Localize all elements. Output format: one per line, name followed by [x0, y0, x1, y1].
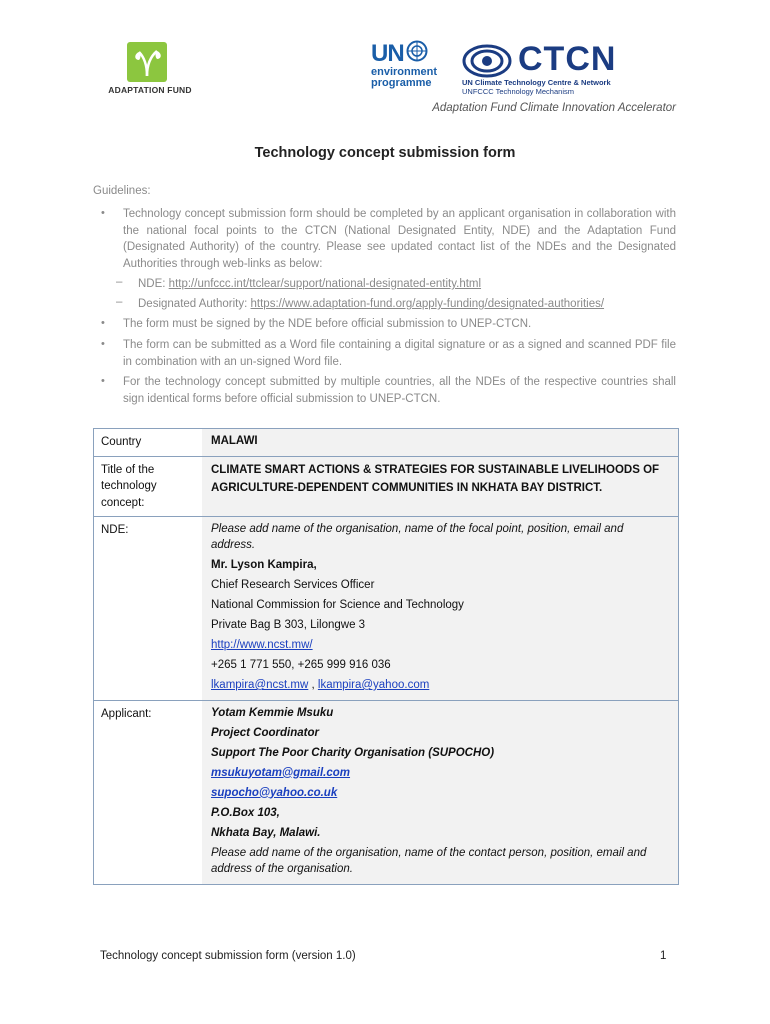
title-label: Title of the technology concept: [101, 463, 157, 509]
applicant-organisation: Support The Poor Charity Organisation (SUPOCHO) [211, 746, 495, 759]
unep-logo [371, 40, 453, 100]
guideline-subitem-nde [138, 276, 678, 293]
unep-logo-line1: environment [371, 66, 438, 78]
adaptation-fund-logo-text: ADAPTATION FUND [108, 85, 192, 95]
ctcn-logo [460, 42, 675, 98]
leaf-icon [127, 42, 167, 82]
applicant-email-link-2[interactable]: supocho@yahoo.co.uk [211, 786, 338, 799]
nde-prefix: NDE: [138, 278, 169, 290]
accelerator-subtitle: Adaptation Fund Climate Innovation Accelerator [432, 102, 676, 114]
email-separator: , [308, 679, 318, 691]
table-row-nde [94, 516, 678, 700]
adaptation-fund-logo [95, 42, 205, 100]
bullet-icon: • [101, 317, 105, 329]
guideline-item: For the technology concept submitted by multiple countries, all the NDEs of the respective countries shall sign identical forms before official submission to UNEP-CTCN. [123, 376, 676, 405]
nde-email-link-2[interactable]: lkampira@yahoo.com [317, 679, 430, 691]
footer-text: Technology concept submission form (version 1.0) [100, 950, 356, 962]
nde-organisation: National Commission for Science and Technology [211, 599, 464, 611]
country-label: Country [101, 436, 142, 448]
nde-email-link[interactable]: lkampira@ncst.mw [211, 679, 309, 691]
table-row-applicant [94, 700, 678, 884]
applicant-instruction: Please add name of the organisation, name of the contact person, position, email and address of the organisation. [211, 846, 647, 875]
guideline-item: Technology concept submission form should be completed by an applicant organisation in collaboration with the national focal points to the CTCN (National Designated Entity, NDE) and the Adaptation Fund (Designated Authority) of the country. Please see updated contact list of the NDEs and the Designated Authorities through web-links as below: [123, 208, 676, 270]
applicant-po-box: P.O.Box 103, [211, 806, 280, 819]
ctcn-logo-name: CTCN [518, 40, 617, 78]
ctcn-logo-line1: UN Climate Technology Centre & Network [462, 78, 611, 87]
nde-website-link[interactable]: http://www.ncst.mw/ [211, 639, 313, 651]
guidelines-heading: Guidelines: [93, 185, 151, 197]
title-value: CLIMATE SMART ACTIONS & STRATEGIES FOR SUSTAINABLE LIVELIHOODS OF AGRICULTURE-DEPENDENT COMMUNITIES IN NKHATA BAY DISTRICT. [211, 463, 660, 494]
applicant-label: Applicant: [101, 707, 152, 720]
designated-authority-link[interactable]: https://www.adaptation-fund.org/apply-funding/designated-authorities/ [250, 298, 605, 310]
unep-logo-line2: programme [371, 77, 432, 89]
nde-position: Chief Research Services Officer [211, 579, 375, 591]
un-laurel-icon [462, 44, 512, 78]
dash-icon: – [116, 296, 123, 308]
nde-label: NDE: [101, 523, 129, 536]
guideline-item: The form must be signed by the NDE before official submission to UNEP-CTCN. [123, 318, 532, 330]
ctcn-logo-line2: UNFCCC Technology Mechanism [462, 87, 574, 96]
da-prefix: Designated Authority: [138, 298, 251, 310]
applicant-email-link[interactable]: msukuyotam@gmail.com [211, 766, 351, 779]
guideline-subitem-da [138, 296, 678, 313]
nde-link[interactable]: http://unfccc.int/ttclear/support/national-designated-entity.html [168, 278, 482, 290]
applicant-town: Nkhata Bay, Malawi. [211, 826, 321, 839]
country-value: MALAWI [211, 435, 258, 447]
dash-icon: – [116, 276, 123, 288]
page-number: 1 [660, 950, 667, 962]
nde-instruction: Please add name of the organisation, name of the focal point, position, email and address. [211, 522, 624, 551]
applicant-name: Yotam Kemmie Msuku [211, 706, 334, 719]
bullet-icon: • [101, 207, 105, 219]
nde-phone: +265 1 771 550, +265 999 916 036 [211, 659, 391, 671]
table-row-title [94, 456, 678, 516]
applicant-position: Project Coordinator [211, 726, 319, 739]
bullet-icon: • [101, 338, 105, 350]
submission-table [93, 428, 679, 885]
bullet-icon: • [101, 375, 105, 387]
page-title: Technology concept submission form [254, 145, 516, 161]
nde-name: Mr. Lyson Kampira, [211, 559, 317, 571]
table-row-country [94, 429, 678, 456]
nde-address: Private Bag B 303, Lilongwe 3 [211, 619, 366, 631]
unep-logo-un: UN [371, 39, 404, 67]
un-emblem-icon [406, 40, 428, 67]
guideline-item: The form can be submitted as a Word file containing a digital signature or as a signed and scanned PDF file in combination with an un-signed Word file. [123, 339, 676, 368]
